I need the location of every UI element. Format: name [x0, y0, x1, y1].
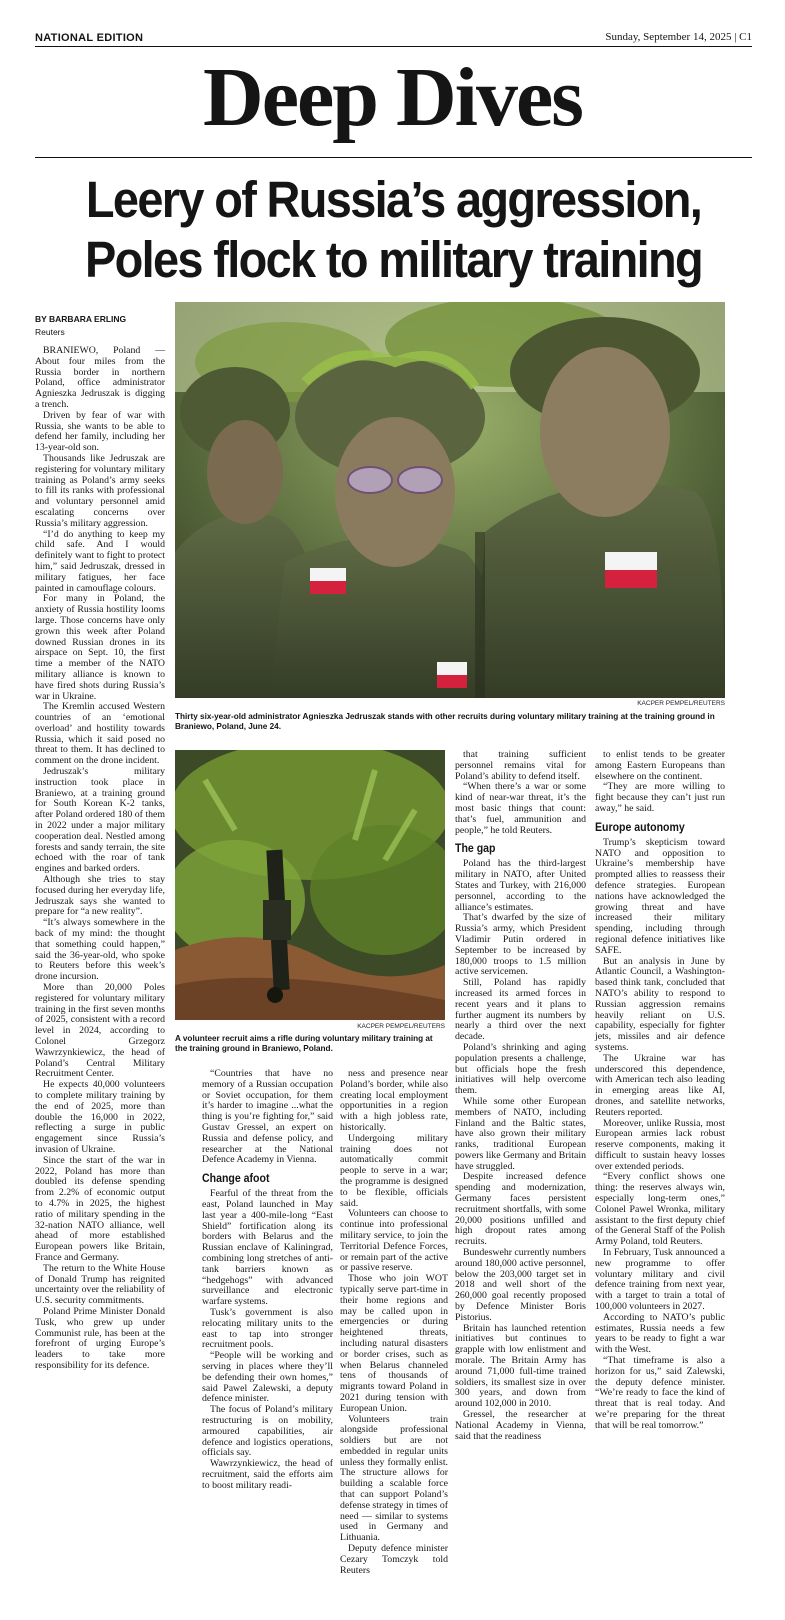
paragraph: that training sufficient personnel remains vital for Poland’s ability to defend itself. [455, 749, 586, 782]
paragraph: “I’d do anything to keep my child safe. And I would definitely want to fight to protect him,” said Jedruszak, dressed in military fatigues, her face painted in camouflage colours. [35, 528, 165, 594]
soldiers-photo-illustration [175, 302, 725, 698]
paragraph: For many in Poland, the anxiety of Russia hostility looms large. Those concerns have only grown this week after Poland downed Russian drones in its airspace on Sept. 10, the first time a member of the NATO military alliance is known to have fired shots during Russia’s war in Ukraine. [35, 593, 165, 702]
article-column-2b [340, 1069, 448, 1576]
paragraph: More than 20,000 Poles registered for voluntary military training in the first seven months of 2025, consistent with a record level in 2024, according to Colonel Grzegorz Wawrzynkiewicz, the head of Poland’s Central Military Recruitment Center. [35, 982, 165, 1080]
article-column-4 [595, 750, 725, 1432]
article-column-3 [455, 750, 586, 1442]
paragraph: Bundeswehr currently numbers around 180,000 active personnel, below the 203,000 target set in 2018 and well short of the 260,000 goal recently proposed by Defence Minister Boris Pistorius. [455, 1247, 586, 1323]
masthead-title: Deep Dives [203, 51, 582, 144]
paragraph: In February, Tusk announced a new programme to offer voluntary military and civil defence training from next year, with a target to train a total of 100,000 volunteers in 2027. [595, 1247, 725, 1313]
rifle-photo-illustration [175, 750, 445, 1020]
paragraph: Trump’s skepticism toward NATO and opposition to Ukraine’s membership have prompted allies to reassess their defence strategies. European nations have acknowledged the growing threat and have increased their military spending, including through regional defence initiatives like SAFE. [595, 836, 725, 956]
paragraph: Deputy defence minister Cezary Tomczyk told Reuters [340, 1543, 448, 1576]
polish-flag-patch-icon [310, 568, 346, 594]
paragraph: Since the start of the war in 2022, Poland has more than doubled its defense spending from 2.2% of economic output to 4.7% in 2025, the highest ratio of military spending in the 32-nation NATO alliance, well ahead of more established European powers like Britain, France and Germany. [35, 1154, 165, 1263]
headline [64, 170, 724, 290]
paragraph: ness and presence near Poland’s border, while also creating local employment opportunities in a region with a high jobless rate, historically. [340, 1068, 448, 1133]
paragraph: “People will be working and serving in places where they’ll be defending their own homes,” said Pawel Zalewski, a deputy defence minister. [202, 1350, 333, 1405]
paragraph: Fearful of the threat from the east, Poland launched in May last year a 400-mile-long “East Shield” fortification along its borders with Belarus and the Russian enclave of Kaliningrad, combining long stretches of anti-tank barriers known as “hedgehogs” with advanced surveillance and electronic warfare systems. [202, 1188, 333, 1308]
byline: BY BARBARA ERLING [35, 314, 127, 324]
rifle-photo-caption: A volunteer recruit aims a rifle during voluntary military training at the training ground in Braniewo, Poland. [175, 1034, 433, 1053]
paragraph: The focus of Poland’s military restructuring is on mobility, armoured capabilities, air defence and logistics operations, officials say. [202, 1404, 333, 1459]
paragraph: While some other European members of NATO, including Finland and the Baltic states, have also grown their military ranks, traditional European powers like Germany and Britain have struggled. [455, 1095, 586, 1172]
paragraph: The Ukraine war has underscored this dependence, with American tech also leading in emerging areas like AI, drones, and satellite networks, Reuters reported. [595, 1052, 725, 1118]
rifle-photo [175, 750, 445, 1020]
paragraph: Poland Prime Minister Donald Tusk, who grew up under Communist rule, has been at the forefront of urging Europe’s leaders to take more responsibility for its defence. [35, 1305, 165, 1371]
headline-line-1: Leery of Russia’s aggression, [85, 171, 702, 228]
headline-line-2: Poles flock to military training [84, 231, 703, 288]
paragraph: Those who join WOT typically serve part-time in their home regions and may be called upon in emergencies or during heightened threats, including natural disasters or border crises, such as when Belarus channeled tens of thousands of migrants toward Poland in 2021 during tension with European Union. [340, 1273, 448, 1414]
main-photo-credit: KACPER PEMPEL/REUTERS [637, 700, 725, 707]
paragraph: Although she tries to stay focused during her everyday life, Jedruszak says she wanted to prepare for “a new reality”. [35, 874, 165, 918]
paragraph: He expects 40,000 volunteers to complete military training by the end of 2025, more than double the 16,000 in 2022, reflecting a surge in public engagement since Russia’s invasion of Ukraine. [35, 1079, 165, 1155]
paragraph: “Countries that have no memory of a Russian occupation or Soviet occupation, for them it’s harder to imagine ...what the thing is you’re fighting for,” said Gustav Gressel, an expert on Russia and defense policy, and researcher at the National Defence Academy in Vienna. [202, 1068, 333, 1166]
paragraph: Still, Poland has rapidly increased its armed forces in recent years and it plans to further augment its numbers by nearly a third over the next decade. [455, 977, 586, 1043]
paragraph: Driven by fear of war with Russia, she wants to be able to defend her family, including her 13-year-old son. [35, 409, 165, 454]
polish-flag-patch-icon [437, 662, 467, 688]
paragraph: “It’s always somewhere in the back of my mind: the thought that something could happen,” said the 36-year-old, who spoke to Reuters before this week’s drone incursion. [35, 917, 165, 983]
subheading-the-gap: The gap [455, 841, 496, 856]
article-column-1 [35, 346, 165, 1372]
agency-label: Reuters [35, 327, 65, 337]
paragraph: Thousands like Jedruszak are registering for voluntary military training as Poland’s army seeks to fill its ranks with professional and voluntary personnel amid escalating concerns over Russia’s military aggression. [35, 452, 165, 529]
paragraph: Volunteers can choose to continue into professional military service, to join the Territorial Defence Forces, or remain part of the active or passive reserve. [340, 1208, 448, 1274]
paragraph: to enlist tends to be greater among Eastern Europeans than elsewhere on the continent. [595, 749, 725, 782]
top-rule [35, 46, 752, 47]
article-column-2 [202, 1069, 333, 1491]
paragraph: Jedruszak’s military instruction took place in Braniewo, at a training ground for South Korean K-2 tanks, after Poland ordered 180 of them in 2022 under a major military cooperation deal. Nestled among forests and sandy terrain, the site echoed with the roar of tank engines and barked orders. [35, 766, 165, 875]
paragraph: But an analysis in June by Atlantic Council, a Washington-based think tank, concluded that NATO’s ability to respond to Russian aggression remains heavily reliant on U.S. capability, especially for fighter jets, missiles and air defence systems. [595, 955, 725, 1053]
paragraph: Poland’s shrinking and aging population presents a challenge, but officials hope the fresh initiatives will help overcome them. [455, 1041, 586, 1097]
subheading-change-afoot: Change afoot [202, 1171, 270, 1186]
paragraph: The return to the White House of Donald Trump has reignited uncertainty over the reliability of U.S. security commitments. [35, 1262, 165, 1307]
paragraph: “Every conflict shows one thing: the reserves always win, especially long-term ones,” Colonel Pawel Wronka, military assistant to the first deputy chief of the General Staff of the Polish Army Poland, told Reuters. [595, 1171, 725, 1248]
paragraph: Moreover, unlike Russia, most European armies lack robust reserve components, making it difficult to sustain heavy losses over extended periods. [595, 1117, 725, 1172]
paragraph: That’s dwarfed by the size of Russia’s army, which President Vladimir Putin ordered in September to be increased by 180,000 troops to 1.5 million active servicemen. [455, 912, 586, 978]
rifle-photo-credit: KACPER PEMPEL/REUTERS [357, 1023, 445, 1030]
paragraph: Undergoing military training does not automatically commit people to serve in a war; the programme is designed to be flexible, officials said. [340, 1132, 448, 1209]
paragraph: Despite increased defence spending and modernization, Germany faces persistent recruitment shortfalls, with some 20,000 positions unfilled and high dropout rates among recruits. [455, 1171, 586, 1248]
paragraph: According to NATO’s public estimates, Russia needs a few years to be ready to fight a war with the West. [595, 1311, 725, 1356]
polish-flag-patch-icon [605, 552, 657, 588]
paragraph: Britain has launched retention initiatives but continues to grapple with low enlistment and morale. The Britain Army has around 71,000 full-time trained soldiers, its smallest size in over 300 years, and down from around 102,000 in 2010. [455, 1322, 586, 1410]
paragraph: “They are more willing to fight because they can’t just run away,” he said. [595, 781, 725, 814]
paragraph: Poland has the third-largest military in NATO, after United States and Turkey, with 216,000 personnel, according to the alliance’s estimates. [455, 858, 586, 913]
paragraph: The Kremlin accused Western countries of an ‘emotional overload’ and hostility towards Russia, which it said posed no threat to them. It has declined to comment on the drone incident. [35, 701, 165, 767]
masthead-rule [35, 157, 752, 158]
paragraph: “That timeframe is also a horizon for us,” said Zalewski, the deputy defence minister. “We’re ready to face the kind of threat that is real today. And we’re preparing for the threat that will be real tomorrow.” [595, 1355, 725, 1431]
paragraph: BRANIEWO, Poland — About four miles from the Russia border in northern Poland, office administrator Agnieszka Jedruszak is digging a trench. [35, 345, 165, 410]
subheading-europe-autonomy: Europe autonomy [595, 819, 685, 834]
paragraph: Tusk’s government is also relocating military units to the east to tap into stronger recruitment pools. [202, 1306, 333, 1351]
paragraph: Volunteers train alongside professional soldiers but are not embedded in regular units unless they formally enlist. The structure allows for building a scalable force that can support Poland’s defense strategy in times of need — similar to systems used in Germany and Lithuania. [340, 1413, 448, 1544]
date-page-label: Sunday, September 14, 2025 | C1 [605, 31, 752, 43]
paragraph: “When there’s a war or some kind of near-war threat, it’s the most basic things that count: that’s fuel, ammunition and people,” he told Reuters. [455, 781, 586, 836]
paragraph: Gressel, the researcher at National Academy in Vienna, said that the readiness [455, 1409, 586, 1442]
main-photo [175, 302, 725, 698]
main-photo-caption: Thirty six-year-old administrator Agnieszka Jedruszak stands with other recruits during voluntary military training at the training ground in Braniewo, Poland, June 24. [175, 712, 715, 731]
edition-label: NATIONAL EDITION [35, 32, 144, 44]
paragraph: Wawrzynkiewicz, the head of recruitment, said the efforts aim to boost military readi- [202, 1458, 333, 1491]
